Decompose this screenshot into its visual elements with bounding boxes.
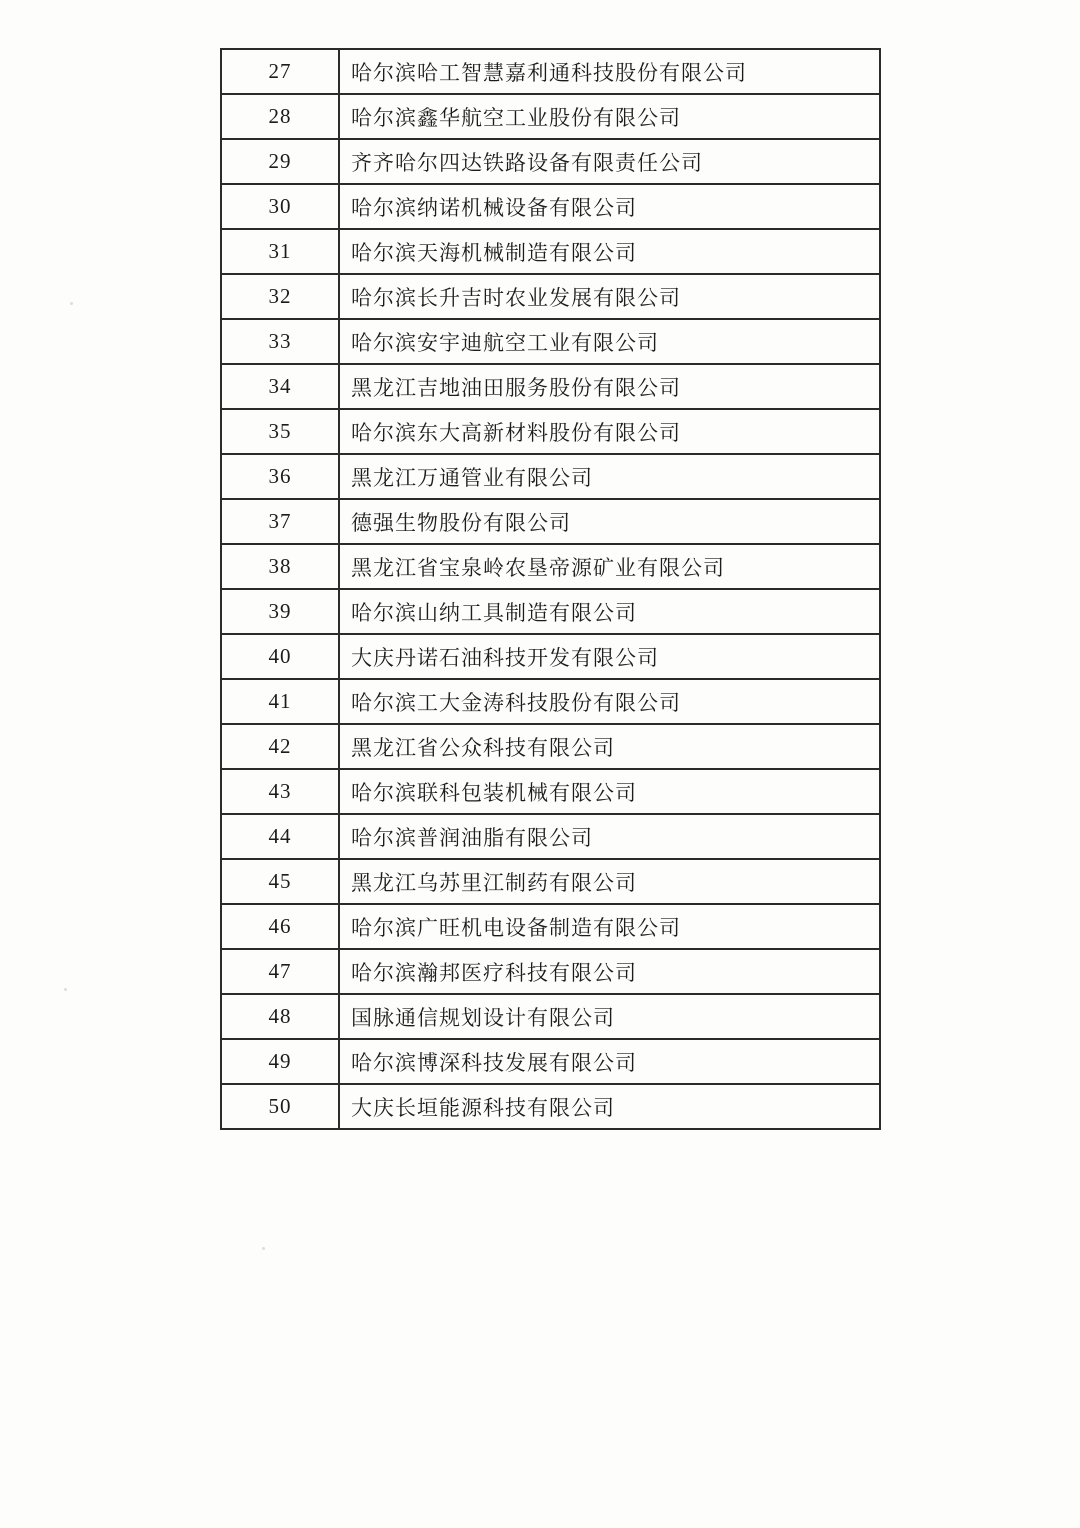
table-row: [221, 364, 880, 409]
row-number-cell: 30: [221, 184, 339, 229]
company-list-table: [220, 48, 881, 1130]
company-name-cell: 哈尔滨山纳工具制造有限公司: [339, 589, 880, 634]
company-name-cell: 哈尔滨天海机械制造有限公司: [339, 229, 880, 274]
row-number-cell: 45: [221, 859, 339, 904]
table-row: [221, 994, 880, 1039]
row-number-cell: 36: [221, 454, 339, 499]
table-row: [221, 184, 880, 229]
row-number-cell: 27: [221, 49, 339, 94]
scan-speck: [70, 302, 73, 305]
table-row: [221, 49, 880, 94]
row-number-cell: 35: [221, 409, 339, 454]
company-name-cell: 哈尔滨博深科技发展有限公司: [339, 1039, 880, 1084]
company-name-cell: 黑龙江省宝泉岭农垦帝源矿业有限公司: [339, 544, 880, 589]
table-row: [221, 679, 880, 724]
table-row: [221, 94, 880, 139]
table-row: [221, 454, 880, 499]
company-name-cell: 哈尔滨工大金涛科技股份有限公司: [339, 679, 880, 724]
company-name-cell: 哈尔滨普润油脂有限公司: [339, 814, 880, 859]
row-number-cell: 38: [221, 544, 339, 589]
company-name-cell: 哈尔滨纳诺机械设备有限公司: [339, 184, 880, 229]
table-row: [221, 499, 880, 544]
row-number-cell: 28: [221, 94, 339, 139]
row-number-cell: 50: [221, 1084, 339, 1129]
table-row: [221, 274, 880, 319]
table-row: [221, 859, 880, 904]
row-number-cell: 43: [221, 769, 339, 814]
company-name-cell: 齐齐哈尔四达铁路设备有限责任公司: [339, 139, 880, 184]
company-name-cell: 哈尔滨哈工智慧嘉利通科技股份有限公司: [339, 49, 880, 94]
company-name-cell: 哈尔滨广旺机电设备制造有限公司: [339, 904, 880, 949]
company-name-cell: 大庆丹诺石油科技开发有限公司: [339, 634, 880, 679]
row-number-cell: 39: [221, 589, 339, 634]
row-number-cell: 33: [221, 319, 339, 364]
table-row: [221, 139, 880, 184]
row-number-cell: 32: [221, 274, 339, 319]
table-row: [221, 1039, 880, 1084]
table-row: [221, 544, 880, 589]
row-number-cell: 48: [221, 994, 339, 1039]
table-row: [221, 589, 880, 634]
scan-speck: [64, 988, 67, 991]
table-row: [221, 769, 880, 814]
row-number-cell: 46: [221, 904, 339, 949]
company-table-body: [221, 49, 880, 1129]
company-name-cell: 哈尔滨联科包装机械有限公司: [339, 769, 880, 814]
company-name-cell: 黑龙江省公众科技有限公司: [339, 724, 880, 769]
table-row: [221, 409, 880, 454]
scan-speck: [262, 1247, 265, 1250]
table-row: [221, 634, 880, 679]
row-number-cell: 49: [221, 1039, 339, 1084]
company-name-cell: 大庆长垣能源科技有限公司: [339, 1084, 880, 1129]
row-number-cell: 29: [221, 139, 339, 184]
row-number-cell: 42: [221, 724, 339, 769]
company-name-cell: 哈尔滨安宇迪航空工业有限公司: [339, 319, 880, 364]
company-name-cell: 哈尔滨东大高新材料股份有限公司: [339, 409, 880, 454]
row-number-cell: 47: [221, 949, 339, 994]
row-number-cell: 44: [221, 814, 339, 859]
row-number-cell: 40: [221, 634, 339, 679]
company-name-cell: 黑龙江乌苏里江制药有限公司: [339, 859, 880, 904]
company-name-cell: 黑龙江吉地油田服务股份有限公司: [339, 364, 880, 409]
table-row: [221, 1084, 880, 1129]
row-number-cell: 34: [221, 364, 339, 409]
row-number-cell: 37: [221, 499, 339, 544]
row-number-cell: 31: [221, 229, 339, 274]
table-row: [221, 319, 880, 364]
company-name-cell: 哈尔滨瀚邦医疗科技有限公司: [339, 949, 880, 994]
row-number-cell: 41: [221, 679, 339, 724]
table-row: [221, 904, 880, 949]
company-name-cell: 哈尔滨鑫华航空工业股份有限公司: [339, 94, 880, 139]
table-row: [221, 229, 880, 274]
table-row: [221, 724, 880, 769]
table-row: [221, 949, 880, 994]
company-name-cell: 哈尔滨长升吉时农业发展有限公司: [339, 274, 880, 319]
company-name-cell: 国脉通信规划设计有限公司: [339, 994, 880, 1039]
table-row: [221, 814, 880, 859]
company-name-cell: 德强生物股份有限公司: [339, 499, 880, 544]
company-name-cell: 黑龙江万通管业有限公司: [339, 454, 880, 499]
